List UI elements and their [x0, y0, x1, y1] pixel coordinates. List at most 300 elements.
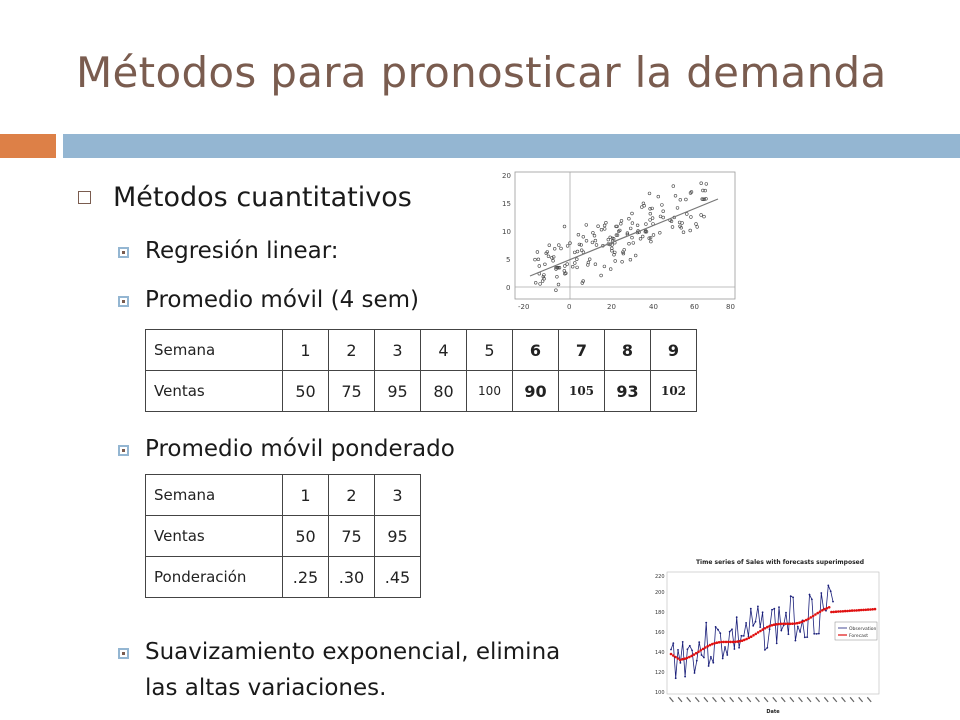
date-tick-mark — [746, 697, 751, 702]
observation-point — [729, 631, 731, 633]
table-cell: 95 — [375, 371, 421, 412]
scatter-point — [641, 235, 644, 238]
table-cell: 9 — [651, 330, 697, 371]
forecast-point — [677, 657, 680, 660]
scatter-point — [609, 268, 612, 271]
scatter-point — [538, 265, 541, 268]
observation-point — [722, 658, 724, 660]
moving-average-table — [145, 329, 697, 412]
forecast-point — [839, 610, 842, 613]
scatter-point — [592, 231, 595, 234]
scatter-point — [557, 283, 560, 286]
forecast-point — [750, 635, 753, 638]
observation-point — [687, 648, 689, 650]
scatter-point — [696, 226, 699, 229]
date-tick-mark — [721, 697, 726, 702]
observation-point — [832, 601, 834, 603]
observation-point — [682, 641, 684, 643]
scatter-point — [585, 239, 588, 242]
observation-point — [672, 642, 674, 644]
scatter-point — [705, 183, 708, 186]
forecast-point — [681, 658, 684, 661]
forecast-point — [775, 623, 778, 626]
date-tick-mark — [781, 697, 786, 702]
scatter-point — [585, 224, 588, 227]
observation-point — [811, 599, 813, 601]
observation-point — [734, 648, 736, 650]
forecast-point — [777, 623, 780, 626]
date-tick-mark — [832, 697, 837, 702]
accent-bar-blue — [63, 134, 960, 158]
bullet-regression-text: Regresión linear: — [145, 238, 339, 264]
forecast-point — [823, 608, 826, 611]
observation-point — [780, 630, 782, 632]
observation-point — [694, 672, 696, 674]
scatter-point — [566, 245, 569, 248]
table-cell: 75 — [329, 371, 375, 412]
observation-point — [701, 654, 703, 656]
scatter-point — [573, 251, 576, 254]
x-tick-label: 20 — [607, 303, 616, 311]
scatter-point — [661, 204, 664, 207]
scatter-point — [640, 206, 643, 209]
table-cell: 100 — [467, 371, 513, 412]
observation-point — [827, 585, 829, 587]
forecast-point — [810, 616, 813, 619]
scatter-point — [652, 234, 655, 237]
forecast-point — [732, 641, 735, 644]
forecast-point — [855, 609, 858, 612]
y-tick-label: 15 — [502, 200, 511, 208]
scatter-point — [629, 227, 632, 230]
ts-chart-title: Time series of Sales with forecasts superimposed — [695, 559, 865, 566]
forecast-point — [755, 633, 758, 636]
forecast-point — [796, 622, 799, 625]
forecast-point — [865, 609, 868, 612]
forecast-point — [807, 618, 810, 621]
scatter-point — [628, 242, 631, 245]
forecast-point — [805, 619, 808, 622]
observation-point — [762, 611, 764, 613]
scatter-point — [672, 185, 675, 188]
scatter-point — [629, 258, 632, 261]
forecast-point — [695, 652, 698, 655]
bullet-exponential-smoothing — [118, 634, 560, 706]
bullet-moving-average — [118, 287, 419, 313]
scatter-point — [682, 231, 685, 234]
x-tick-label: 60 — [690, 303, 699, 311]
forecast-point — [794, 622, 797, 625]
observation-point — [806, 636, 808, 638]
scatter-point — [552, 259, 555, 262]
observation-point — [719, 632, 721, 634]
scatter-point — [662, 210, 665, 213]
forecast-point — [690, 655, 693, 658]
scatter-point — [671, 226, 674, 229]
scatter-point — [536, 251, 539, 254]
date-tick-mark — [755, 697, 760, 702]
scatter-point — [600, 228, 603, 231]
scatter-point — [662, 216, 665, 219]
observation-point — [745, 622, 747, 624]
scatter-point — [603, 265, 606, 268]
observation-point — [710, 656, 712, 658]
scatter-point — [534, 258, 537, 261]
forecast-point — [686, 657, 689, 660]
observation-point — [788, 633, 790, 635]
scatter-point — [603, 228, 606, 231]
forecast-point — [768, 625, 771, 628]
square-bullet-icon — [118, 648, 129, 659]
scatter-point — [674, 194, 677, 197]
forecast-point — [718, 641, 721, 644]
date-tick-mark — [807, 697, 812, 702]
scatter-point — [657, 195, 660, 198]
forecast-point — [828, 606, 831, 609]
forecast-point — [821, 609, 824, 612]
table-cell: 1 — [283, 475, 329, 516]
observation-point — [818, 633, 820, 635]
scatter-point — [631, 236, 634, 239]
forecast-point — [851, 609, 854, 612]
forecast-point — [674, 656, 677, 659]
table-cell: 50 — [283, 516, 329, 557]
table-cell: 4 — [421, 330, 467, 371]
forecast-point — [789, 623, 792, 626]
date-tick-mark — [772, 697, 777, 702]
scatter-point — [639, 237, 642, 240]
smoothing-line-2: las altas variaciones. — [145, 675, 387, 701]
forecast-point — [874, 608, 877, 611]
forecast-point — [826, 607, 829, 610]
y-tick-label: 180 — [655, 610, 665, 616]
table-cell: 80 — [421, 371, 467, 412]
table-row — [146, 557, 421, 598]
date-tick-labels — [669, 697, 872, 702]
table-cell: 2 — [329, 475, 375, 516]
forecast-point — [736, 640, 739, 643]
date-tick-mark — [678, 697, 683, 702]
scatter-point — [628, 217, 631, 220]
observation-point — [675, 677, 677, 679]
scatter-point — [541, 280, 544, 283]
date-tick-mark — [867, 697, 872, 702]
forecast-point — [803, 620, 806, 623]
table-cell: 3 — [375, 475, 421, 516]
scatter-point — [566, 263, 569, 266]
observation-point — [764, 649, 766, 651]
forecast-point — [835, 610, 838, 613]
observation-point — [799, 631, 801, 633]
scatter-point — [676, 207, 679, 210]
forecast-point — [832, 611, 835, 614]
table-row-label: Ponderación — [146, 557, 283, 598]
forecast-point — [709, 644, 712, 647]
forecast-point — [837, 610, 840, 613]
scatter-point — [600, 274, 603, 277]
date-tick-mark — [815, 697, 820, 702]
scatter-point — [537, 258, 540, 261]
scatter-point — [621, 260, 624, 263]
date-tick-mark — [824, 697, 829, 702]
table-row-label: Semana — [146, 475, 283, 516]
scatter-point — [605, 221, 608, 224]
forecast-point — [812, 615, 815, 618]
observation-point — [715, 626, 717, 628]
forecast-point — [764, 627, 767, 630]
observation-point — [804, 636, 806, 638]
observation-point — [790, 595, 792, 597]
table-cell: 6 — [513, 330, 559, 371]
regression-line — [530, 199, 718, 276]
scatter-point — [700, 214, 703, 217]
table-cell: .45 — [375, 557, 421, 598]
scatter-points — [534, 182, 708, 292]
forecast-point — [784, 623, 787, 626]
forecast-point — [739, 640, 742, 643]
date-tick-mark — [738, 697, 743, 702]
observation-point — [698, 641, 700, 643]
observation-point — [743, 635, 745, 637]
forecast-point — [766, 626, 769, 629]
observation-point — [795, 640, 797, 642]
table-cell: 90 — [513, 371, 559, 412]
table-row — [146, 516, 421, 557]
forecast-point — [853, 609, 856, 612]
observation-point — [757, 606, 759, 608]
x-tick-label: 0 — [567, 303, 572, 311]
forecast-point — [814, 613, 817, 616]
time-series-forecast-chart — [655, 550, 885, 715]
forecast-point — [860, 609, 863, 612]
observation-point — [684, 676, 686, 678]
observation-point — [708, 665, 710, 667]
table-row-label: Ventas — [146, 516, 283, 557]
forecast-point — [816, 612, 819, 615]
forecast-point — [757, 631, 760, 634]
y-tick-label: 10 — [502, 228, 511, 236]
scatter-point — [593, 234, 596, 237]
forecast-point — [700, 649, 703, 652]
scatter-point — [591, 241, 594, 244]
square-bullet-icon — [118, 247, 129, 258]
bullet-regression — [118, 238, 339, 264]
forecast-point — [791, 622, 794, 625]
weighted-average-table — [145, 474, 421, 598]
forecast-point — [759, 630, 762, 633]
forecast-point — [771, 624, 774, 627]
forecast-point — [798, 621, 801, 624]
scatter-point — [576, 250, 579, 253]
scatter-point — [650, 240, 653, 243]
scatter-point — [679, 198, 682, 201]
observation-point — [736, 616, 738, 618]
scatter-point — [588, 258, 591, 261]
scatter-point — [571, 265, 574, 268]
scatter-point — [695, 223, 698, 226]
forecast-point — [727, 641, 730, 644]
table-cell: 93 — [605, 371, 651, 412]
observation-point — [680, 662, 682, 664]
scatter-point — [634, 254, 637, 257]
legend-forecast: Forecast — [849, 634, 869, 639]
bullet-quantitative-methods-text: Métodos cuantitativos — [113, 182, 412, 213]
forecast-point — [734, 641, 737, 644]
forecast-point — [787, 623, 790, 626]
x-tick-label: -20 — [518, 303, 530, 311]
forecast-point — [782, 623, 785, 626]
forecast-point — [679, 659, 682, 662]
date-tick-mark — [695, 697, 700, 702]
date-tick-mark — [841, 697, 846, 702]
scatter-point — [632, 242, 635, 245]
forecast-point — [716, 641, 719, 644]
observation-point — [724, 646, 726, 648]
y-tick-label: 160 — [655, 630, 665, 636]
date-tick-mark — [850, 697, 855, 702]
scatter-point — [685, 198, 688, 201]
scatter-point — [649, 212, 652, 215]
forecast-point — [693, 653, 696, 656]
legend-observation: Observation — [849, 627, 877, 632]
observation-point — [759, 626, 761, 628]
forecast-point — [722, 641, 725, 644]
scatter-point — [557, 244, 560, 247]
forecast-point — [748, 637, 751, 640]
scatter-point — [648, 192, 651, 195]
scatter-point — [556, 275, 559, 278]
date-tick-mark — [789, 697, 794, 702]
forecast-point — [773, 623, 776, 626]
y-tick-label: 5 — [506, 256, 511, 264]
scatter-point — [563, 225, 566, 228]
observation-point — [750, 608, 752, 610]
scatter-point — [649, 219, 652, 222]
table-row-label: Semana — [146, 330, 283, 371]
observation-point — [816, 633, 818, 635]
observation-point — [705, 622, 707, 624]
scatter-point — [582, 235, 585, 238]
scatter-point — [577, 233, 580, 236]
scatter-point — [573, 262, 576, 265]
observation-point — [769, 628, 771, 630]
scatter-point — [553, 247, 556, 250]
forecast-point — [720, 641, 723, 644]
observation-point — [755, 621, 757, 623]
bullet-weighted-average — [118, 436, 455, 462]
observation-point — [696, 660, 698, 662]
y-tick-label: 120 — [655, 670, 665, 676]
date-tick-mark — [798, 697, 803, 702]
scatter-point — [651, 217, 654, 220]
observation-point — [809, 594, 811, 596]
observation-point — [738, 647, 740, 649]
forecast-point — [672, 654, 675, 657]
scatter-point — [603, 224, 606, 227]
scatter-point — [534, 281, 537, 284]
forecast-point — [830, 611, 833, 614]
observation-point — [752, 625, 754, 627]
forecast-point — [780, 623, 783, 626]
forecast-point — [869, 608, 872, 611]
date-tick-mark — [712, 697, 717, 702]
table-cell: 8 — [605, 330, 651, 371]
bullet-moving-average-text: Promedio móvil (4 sem) — [145, 287, 420, 313]
table-cell: 2 — [329, 330, 375, 371]
forecast-point — [761, 628, 764, 631]
scatter-point — [631, 222, 634, 225]
bullet-exponential-smoothing-text — [145, 634, 560, 706]
date-tick-mark — [703, 697, 708, 702]
table-cell: 105 — [559, 371, 605, 412]
slide-title: Métodos para pronosticar la demanda — [76, 48, 887, 97]
date-tick-mark — [858, 697, 863, 702]
table-cell: 5 — [467, 330, 513, 371]
scatter-point — [597, 225, 600, 228]
forecast-point — [849, 610, 852, 613]
observation-point — [689, 645, 691, 647]
table-cell: 95 — [375, 516, 421, 557]
regression-scatter-plot — [500, 168, 740, 316]
scatter-point — [578, 243, 581, 246]
scatter-point — [700, 182, 703, 185]
scatter-point — [614, 260, 617, 263]
forecast-point — [711, 643, 714, 646]
y-tick-label: 140 — [655, 650, 665, 656]
scatter-point — [547, 255, 550, 258]
observation-point — [830, 590, 832, 592]
forecast-point — [752, 634, 755, 637]
scatter-point — [543, 274, 546, 277]
forecast-point — [688, 656, 691, 659]
scatter-point — [623, 248, 626, 251]
table-cell: 50 — [283, 371, 329, 412]
forecast-point — [670, 653, 673, 656]
smoothing-line-1: Suavizamiento exponencial, elimina — [145, 639, 561, 665]
square-bullet-icon — [118, 296, 129, 307]
forecast-point — [867, 608, 870, 611]
scatter-point — [563, 269, 566, 272]
y-tick-label: 220 — [655, 574, 665, 580]
forecast-point — [725, 641, 728, 644]
scatter-point — [594, 239, 597, 242]
observation-point — [797, 626, 799, 628]
scatter-point — [620, 219, 623, 222]
scatter-point — [685, 213, 688, 216]
observation-point — [677, 649, 679, 651]
forecast-point — [729, 641, 732, 644]
observation-point — [726, 654, 728, 656]
scatter-point — [659, 215, 662, 218]
table-cell: 7 — [559, 330, 605, 371]
scatter-point — [690, 216, 693, 219]
observation-point — [792, 597, 794, 599]
observation-point — [670, 649, 672, 651]
accent-bar-orange — [0, 134, 56, 158]
forecast-point — [862, 609, 865, 612]
observation-point — [778, 606, 780, 608]
forecast-point — [858, 609, 861, 612]
scatter-point — [619, 222, 622, 225]
observation-point — [712, 662, 714, 664]
scatter-point — [636, 224, 639, 227]
y-tick-label: 100 — [655, 690, 665, 696]
observation-point — [776, 643, 778, 645]
observation-point — [820, 592, 822, 594]
scatter-point — [689, 229, 692, 232]
x-tick-label: 40 — [649, 303, 658, 311]
scatter-point — [560, 247, 563, 250]
